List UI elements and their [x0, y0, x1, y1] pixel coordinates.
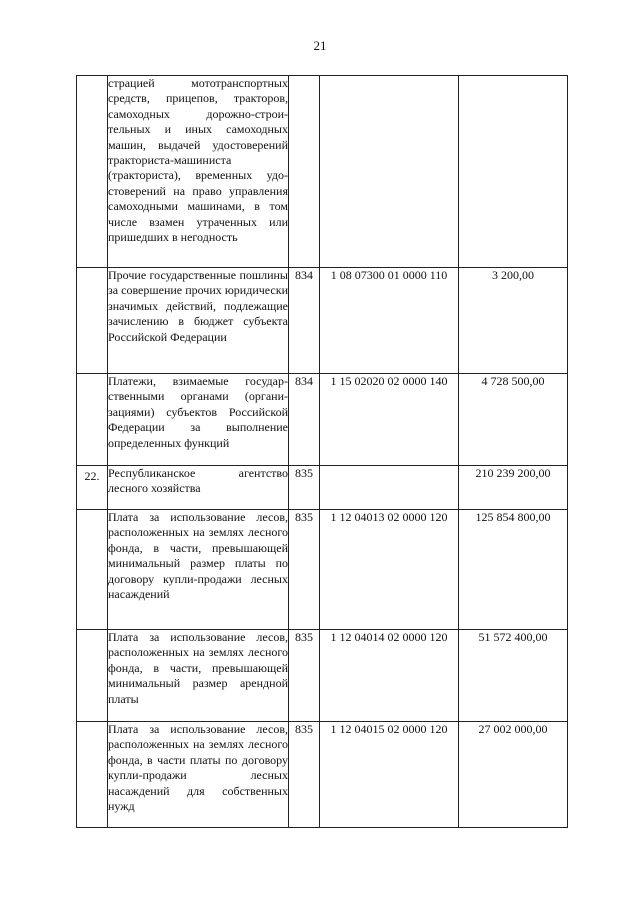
amount-cell: 210 239 200,00	[459, 466, 568, 510]
revenue-name-cell	[108, 374, 289, 466]
administrator-code-cell	[289, 76, 320, 268]
table-row	[77, 630, 568, 722]
revenue-name-cell	[108, 510, 289, 630]
row-number-cell	[77, 630, 108, 722]
administrator-code-cell: 835	[289, 466, 320, 510]
revenue-name: Плата за использование лесов, расположенных на землях лесного фонда, в части, превышающей минимальный размер платы по договору купли-продажи лесных насаждений	[108, 510, 288, 602]
revenue-name-cell	[108, 466, 289, 510]
amount-cell: 4 728 500,00	[459, 374, 568, 466]
table-row	[77, 374, 568, 466]
row-number-cell	[77, 76, 108, 268]
revenue-name-cell	[108, 722, 289, 828]
revenue-name: страцией мототранспортных средств, прицепов, тракторов, самоходных дорожно-строительных и иных самоходных машин, выдачей удостоверений тракториста-машиниста (тракториста), временных удостоверений на право управления самоходными машинами, в том числе взамен утраченных или пришедших в негодность	[108, 76, 288, 245]
revenue-name: Плата за использование лесов, расположенных на землях лесного фонда, в части, превышающей минимальный размер арендной платы	[108, 630, 288, 706]
budget-classification-code-cell: 1 12 04014 02 0000 120	[320, 630, 459, 722]
revenue-name: Прочие государственные пошлины за совершение прочих юридически значимых действий, подлежащие зачислению в бюджет субъекта Российской Федерации	[108, 268, 288, 344]
budget-classification-code-cell	[320, 466, 459, 510]
revenue-table	[76, 75, 568, 828]
administrator-code-cell: 834	[289, 268, 320, 374]
amount-cell: 51 572 400,00	[459, 630, 568, 722]
row-number-cell	[77, 722, 108, 828]
row-number	[77, 722, 107, 725]
revenue-name: Платежи, взимаемые государственными органами (организациями) субъектов Российской Федерации за выполнение определенных функций	[108, 374, 288, 450]
amount-cell: 125 854 800,00	[459, 510, 568, 630]
row-number: 22.	[84, 469, 100, 483]
amount-cell: 3 200,00	[459, 268, 568, 374]
administrator-code-cell: 835	[289, 722, 320, 828]
amount-cell: 27 002 000,00	[459, 722, 568, 828]
row-number-cell	[77, 374, 108, 466]
budget-classification-code-cell: 1 15 02020 02 0000 140	[320, 374, 459, 466]
budget-classification-code-cell: 1 12 04013 02 0000 120	[320, 510, 459, 630]
budget-classification-code-cell	[320, 76, 459, 268]
table-row	[77, 722, 568, 828]
amount-cell	[459, 76, 568, 268]
row-number-cell	[77, 510, 108, 630]
administrator-code-cell: 834	[289, 374, 320, 466]
revenue-name-cell	[108, 630, 289, 722]
row-number-cell	[77, 268, 108, 374]
budget-classification-code-cell: 1 08 07300 01 0000 110	[320, 268, 459, 374]
revenue-name-cell	[108, 268, 289, 374]
table-row	[77, 466, 568, 510]
row-number	[77, 374, 107, 377]
page-number: 21	[313, 38, 327, 53]
table-row	[77, 510, 568, 630]
row-number-cell	[77, 466, 108, 510]
administrator-code-cell: 835	[289, 630, 320, 722]
budget-classification-code-cell: 1 12 04015 02 0000 120	[320, 722, 459, 828]
row-number	[77, 510, 107, 513]
row-number	[77, 268, 107, 271]
revenue-name: Республиканское агентство лесного хозяйства	[108, 466, 288, 496]
administrator-code-cell: 835	[289, 510, 320, 630]
table-row	[77, 268, 568, 374]
row-number	[77, 630, 107, 633]
row-number	[77, 76, 107, 79]
table-row	[77, 76, 568, 268]
revenue-name: Плата за использование лесов, расположенных на землях лесного фонда, в части платы по договору купли-продажи лесных насаждений для собственных нужд	[108, 722, 288, 814]
revenue-name-cell	[108, 76, 289, 268]
